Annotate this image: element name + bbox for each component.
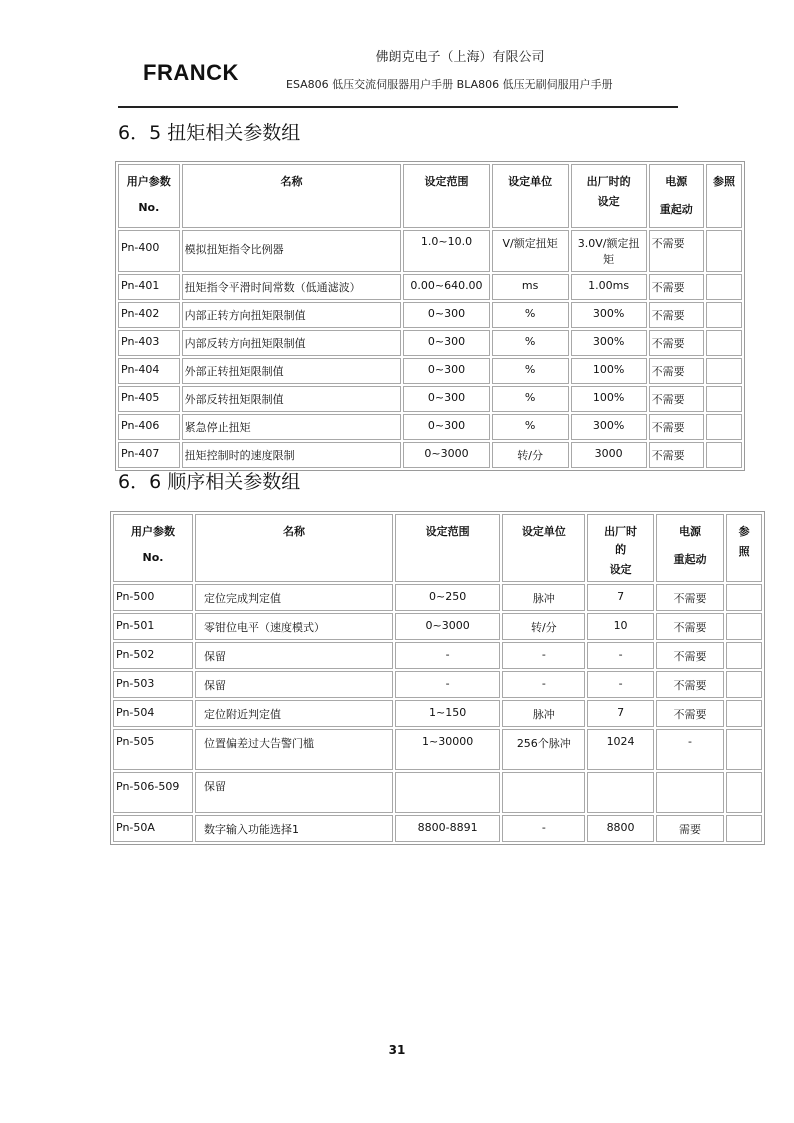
param-ref xyxy=(706,414,742,440)
param-ref xyxy=(726,613,762,640)
header-name: 名称 xyxy=(195,514,393,582)
param-name: 扭矩控制时的速度限制 xyxy=(182,442,402,468)
param-name: 数字输入功能选择1 xyxy=(195,815,393,842)
param-no: Pn-406 xyxy=(118,414,180,440)
param-name: 紧急停止扭矩 xyxy=(182,414,402,440)
param-range: 0~300 xyxy=(403,414,489,440)
param-ref xyxy=(706,302,742,328)
section-title-torque: 6．5 扭矩相关参数组 xyxy=(118,122,301,144)
param-unit: - xyxy=(502,642,585,669)
table-row xyxy=(118,386,742,412)
table-row xyxy=(118,442,742,468)
param-range: 0~3000 xyxy=(395,613,500,640)
table-row xyxy=(113,700,762,727)
param-unit: % xyxy=(492,414,569,440)
table-row xyxy=(118,330,742,356)
param-unit xyxy=(502,772,585,813)
header-unit: 设定单位 xyxy=(502,514,585,582)
table-row xyxy=(113,729,762,770)
param-ref xyxy=(706,442,742,468)
param-no: Pn-503 xyxy=(113,671,193,698)
param-power: 不需要 xyxy=(656,613,724,640)
param-ref xyxy=(726,642,762,669)
page-number: 31 xyxy=(388,1043,406,1057)
param-name: 外部反转扭矩限制值 xyxy=(182,386,402,412)
param-name: 位置偏差过大告警门槛 xyxy=(195,729,393,770)
param-default: 1024 xyxy=(587,729,653,770)
param-unit: 转/分 xyxy=(502,613,585,640)
manual-title: ESA806 低压交流伺服器用户手册 BLA806 低压无刷伺服用户手册 xyxy=(286,78,613,91)
param-name: 内部反转方向扭矩限制值 xyxy=(182,330,402,356)
table-row xyxy=(113,671,762,698)
table-row xyxy=(113,772,762,813)
param-ref xyxy=(706,358,742,384)
param-no: Pn-402 xyxy=(118,302,180,328)
param-default: 10 xyxy=(587,613,653,640)
param-range xyxy=(395,772,500,813)
param-power: 不需要 xyxy=(649,442,704,468)
param-power: - xyxy=(656,729,724,770)
table-row xyxy=(118,230,742,272)
param-unit: - xyxy=(502,815,585,842)
param-range: 8800-8891 xyxy=(395,815,500,842)
header-divider xyxy=(118,106,678,108)
param-power: 不需要 xyxy=(656,700,724,727)
param-default: 3.0V/额定扭矩 xyxy=(571,230,647,272)
param-range: 0~300 xyxy=(403,386,489,412)
param-unit: V/额定扭矩 xyxy=(492,230,569,272)
param-ref xyxy=(706,274,742,300)
param-name: 保留 xyxy=(195,642,393,669)
param-unit: % xyxy=(492,302,569,328)
header-unit: 设定单位 xyxy=(492,164,569,228)
param-ref xyxy=(726,815,762,842)
header-reference: 参 照 xyxy=(726,514,762,582)
param-range: - xyxy=(395,671,500,698)
param-name: 模拟扭矩指令比例器 xyxy=(182,230,402,272)
param-unit: 转/分 xyxy=(492,442,569,468)
param-default: 8800 xyxy=(587,815,653,842)
param-default: 300% xyxy=(571,330,647,356)
param-range: 1~150 xyxy=(395,700,500,727)
param-no: Pn-501 xyxy=(113,613,193,640)
header-reference: 参照 xyxy=(706,164,742,228)
param-range: 1.0~10.0 xyxy=(403,230,489,272)
param-name: 定位完成判定值 xyxy=(195,584,393,611)
param-power: 不需要 xyxy=(649,358,704,384)
param-range: 0~300 xyxy=(403,358,489,384)
param-ref xyxy=(726,729,762,770)
param-name: 外部正转扭矩限制值 xyxy=(182,358,402,384)
franck-logo: FRANCK xyxy=(143,60,239,85)
param-default: 1.00ms xyxy=(571,274,647,300)
param-range: 1~30000 xyxy=(395,729,500,770)
header-param-no: 用户参数 No. xyxy=(113,514,193,582)
param-ref xyxy=(706,230,742,272)
sequence-parameter-table xyxy=(110,511,765,845)
param-no: Pn-505 xyxy=(113,729,193,770)
param-unit: - xyxy=(502,671,585,698)
param-default: 100% xyxy=(571,386,647,412)
param-default: 300% xyxy=(571,302,647,328)
param-range: 0~300 xyxy=(403,330,489,356)
param-no: Pn-504 xyxy=(113,700,193,727)
param-range: 0~3000 xyxy=(403,442,489,468)
param-name: 保留 xyxy=(195,671,393,698)
table-row xyxy=(118,302,742,328)
param-ref xyxy=(726,671,762,698)
param-no: Pn-401 xyxy=(118,274,180,300)
table-header-row xyxy=(118,164,742,228)
table-row xyxy=(118,358,742,384)
param-no: Pn-407 xyxy=(118,442,180,468)
param-no: Pn-506-509 xyxy=(113,772,193,813)
header-power-restart: 电源 重起动 xyxy=(656,514,724,582)
param-no: Pn-400 xyxy=(118,230,180,272)
param-default: 7 xyxy=(587,584,653,611)
param-power: 不需要 xyxy=(649,274,704,300)
table-row xyxy=(113,613,762,640)
param-range: 0~250 xyxy=(395,584,500,611)
param-no: Pn-502 xyxy=(113,642,193,669)
company-name: 佛朗克电子（上海）有限公司 xyxy=(375,50,545,65)
table-row xyxy=(113,815,762,842)
param-unit: % xyxy=(492,386,569,412)
param-default: - xyxy=(587,671,653,698)
param-range: 0.00~640.00 xyxy=(403,274,489,300)
param-no: Pn-404 xyxy=(118,358,180,384)
param-power: 不需要 xyxy=(649,414,704,440)
param-power: 不需要 xyxy=(656,584,724,611)
param-range: - xyxy=(395,642,500,669)
param-unit: 脉冲 xyxy=(502,584,585,611)
param-power: 需要 xyxy=(656,815,724,842)
param-unit: % xyxy=(492,330,569,356)
param-power: 不需要 xyxy=(649,330,704,356)
header-range: 设定范围 xyxy=(403,164,489,228)
param-power: 不需要 xyxy=(649,302,704,328)
table-row xyxy=(113,584,762,611)
param-name: 保留 xyxy=(195,772,393,813)
param-unit: 256个脉冲 xyxy=(502,729,585,770)
param-name: 定位附近判定值 xyxy=(195,700,393,727)
table-row xyxy=(118,274,742,300)
param-ref xyxy=(726,772,762,813)
param-name: 零钳位电平（速度模式） xyxy=(195,613,393,640)
param-default: 7 xyxy=(587,700,653,727)
param-range: 0~300 xyxy=(403,302,489,328)
param-default: 300% xyxy=(571,414,647,440)
header-default: 出厂时的 设定 xyxy=(571,164,647,228)
param-unit: ms xyxy=(492,274,569,300)
param-name: 内部正转方向扭矩限制值 xyxy=(182,302,402,328)
header-power-restart: 电源 重起动 xyxy=(649,164,704,228)
table-row xyxy=(113,642,762,669)
param-default: - xyxy=(587,642,653,669)
header-default: 出厂时 的 设定 xyxy=(587,514,653,582)
param-ref xyxy=(706,330,742,356)
header-param-no: 用户参数 No. xyxy=(118,164,180,228)
param-ref xyxy=(726,584,762,611)
param-no: Pn-50A xyxy=(113,815,193,842)
param-power: 不需要 xyxy=(649,386,704,412)
param-power xyxy=(656,772,724,813)
param-power: 不需要 xyxy=(649,230,704,272)
torque-parameter-table xyxy=(115,161,745,471)
param-default: 3000 xyxy=(571,442,647,468)
header-name: 名称 xyxy=(182,164,402,228)
param-unit: 脉冲 xyxy=(502,700,585,727)
param-power: 不需要 xyxy=(656,642,724,669)
param-no: Pn-500 xyxy=(113,584,193,611)
param-default: 100% xyxy=(571,358,647,384)
param-no: Pn-405 xyxy=(118,386,180,412)
table-header-row xyxy=(113,514,762,582)
section-title-sequence: 6．6 顺序相关参数组 xyxy=(118,471,301,493)
param-default xyxy=(587,772,653,813)
param-no: Pn-403 xyxy=(118,330,180,356)
param-ref xyxy=(726,700,762,727)
param-unit: % xyxy=(492,358,569,384)
table-row xyxy=(118,414,742,440)
header-range: 设定范围 xyxy=(395,514,500,582)
param-power: 不需要 xyxy=(656,671,724,698)
param-ref xyxy=(706,386,742,412)
param-name: 扭矩指令平滑时间常数（低通滤波） xyxy=(182,274,402,300)
